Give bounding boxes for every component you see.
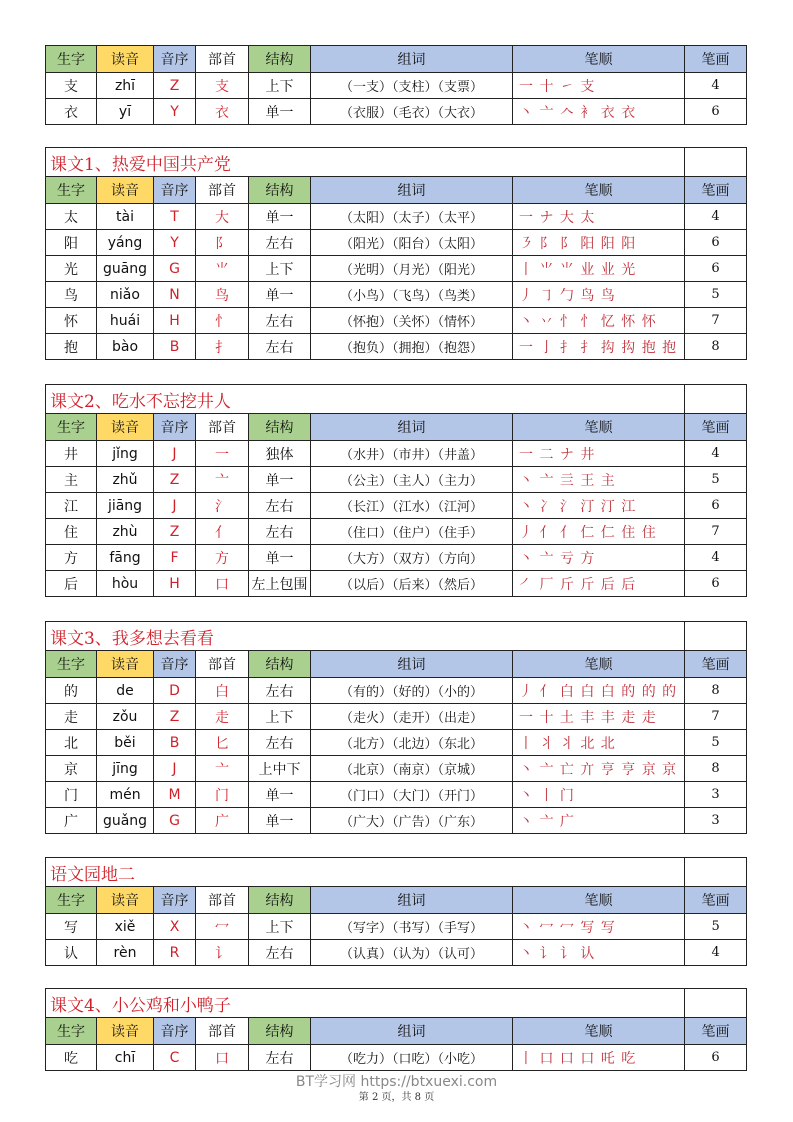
header-stroke-order: 笔顺 (513, 46, 685, 73)
radical-cell: 扌 (196, 334, 249, 360)
radical-cell: 口 (196, 1045, 249, 1071)
table-row (46, 99, 747, 125)
stroke-count-cell: 8 (685, 334, 747, 360)
stroke-order-cell: 一 亅 扌 扌 抅 抅 抱 抱 (513, 334, 685, 360)
word-groups-cell: （衣服）（毛衣）（大衣） (311, 99, 513, 125)
structure-cell: 上中下 (249, 756, 311, 782)
header-character: 生字 (46, 1018, 97, 1045)
header-character: 生字 (46, 46, 97, 73)
table-row (46, 334, 747, 360)
stroke-order-cell: 丶 冫 氵 汀 汀 江 (513, 493, 685, 519)
stroke-count-cell: 8 (685, 678, 747, 704)
pinyin-cell: zǒu (97, 704, 154, 730)
word-groups-cell: （走火）（走开）（出走） (311, 704, 513, 730)
header-pinyin: 读音 (97, 887, 154, 914)
pinyin-cell: fāng (97, 545, 154, 571)
structure-cell: 左右 (249, 493, 311, 519)
page-number: 第 2 页，共 8 页 (358, 1092, 435, 1103)
table-row (46, 519, 747, 545)
stroke-count-cell: 4 (685, 940, 747, 966)
structure-cell: 上下 (249, 914, 311, 940)
character-table (45, 857, 747, 966)
pinyin-cell: zhù (97, 519, 154, 545)
table-row (46, 256, 747, 282)
initial-cell: M (154, 782, 196, 808)
initial-cell: G (154, 256, 196, 282)
header-initial: 音序 (154, 1018, 196, 1045)
header-pinyin: 读音 (97, 651, 154, 678)
word-groups-cell: （广大）（广告）（广东） (311, 808, 513, 834)
word-groups-cell: （长江）（江水）（江河） (311, 493, 513, 519)
stroke-order-cell: 丶 丷 忄 忄 忆 怀 怀 (513, 308, 685, 334)
word-groups-cell: （住口）（住户）（住手） (311, 519, 513, 545)
header-stroke-count: 笔画 (685, 414, 747, 441)
character-cell: 太 (46, 204, 97, 230)
character-cell: 抱 (46, 334, 97, 360)
stroke-order-cell: 丶 丨 门 (513, 782, 685, 808)
radical-cell: 门 (196, 782, 249, 808)
header-radical: 部首 (196, 414, 249, 441)
word-groups-cell: （大方）（双方）（方向） (311, 545, 513, 571)
character-cell: 写 (46, 914, 97, 940)
header-radical: 部首 (196, 46, 249, 73)
structure-cell: 左右 (249, 1045, 311, 1071)
header-character: 生字 (46, 887, 97, 914)
character-cell: 江 (46, 493, 97, 519)
stroke-order-cell: 丨 丬 丬 北 北 (513, 730, 685, 756)
table-row (46, 204, 747, 230)
word-groups-cell: （水井）（市井）（井盖） (311, 441, 513, 467)
radical-cell: 方 (196, 545, 249, 571)
character-cell: 走 (46, 704, 97, 730)
character-cell: 吃 (46, 1045, 97, 1071)
header-initial: 音序 (154, 651, 196, 678)
radical-cell: 一 (196, 441, 249, 467)
header-initial: 音序 (154, 414, 196, 441)
header-radical: 部首 (196, 1018, 249, 1045)
radical-cell: 阝 (196, 230, 249, 256)
stroke-count-cell: 6 (685, 230, 747, 256)
table-row (46, 808, 747, 834)
pinyin-cell: de (97, 678, 154, 704)
structure-cell: 上下 (249, 704, 311, 730)
blank-cell (685, 148, 747, 177)
header-word-groups: 组词 (311, 46, 513, 73)
header-structure: 结构 (249, 414, 311, 441)
header-pinyin: 读音 (97, 46, 154, 73)
stroke-order-cell: 一 ナ 大 太 (513, 204, 685, 230)
table-row (46, 914, 747, 940)
pinyin-cell: xiě (97, 914, 154, 940)
blank-cell (685, 622, 747, 651)
stroke-count-cell: 6 (685, 571, 747, 597)
initial-cell: R (154, 940, 196, 966)
character-cell: 阳 (46, 230, 97, 256)
header-structure: 结构 (249, 1018, 311, 1045)
stroke-count-cell: 6 (685, 99, 747, 125)
pinyin-cell: mén (97, 782, 154, 808)
word-groups-cell: （以后）（后来）（然后） (311, 571, 513, 597)
table-row (46, 230, 747, 256)
word-groups-cell: （门口）（大门）（开门） (311, 782, 513, 808)
header-stroke-order: 笔顺 (513, 651, 685, 678)
header-structure: 结构 (249, 46, 311, 73)
initial-cell: J (154, 441, 196, 467)
structure-cell: 左右 (249, 678, 311, 704)
stroke-order-cell: 丶 亠 亖 王 主 (513, 467, 685, 493)
header-stroke-order: 笔顺 (513, 414, 685, 441)
initial-cell: Z (154, 73, 196, 99)
structure-cell: 左右 (249, 334, 311, 360)
initial-cell: Y (154, 230, 196, 256)
stroke-order-cell: ㇋ 阝 阝 阳 阳 阳 (513, 230, 685, 256)
radical-cell: 白 (196, 678, 249, 704)
radical-cell: 氵 (196, 493, 249, 519)
character-table (45, 384, 747, 597)
stroke-order-cell: 丿 ㇆ 勹 鸟 鸟 (513, 282, 685, 308)
stroke-order-cell: 丨 ⺌ ⺌ 业 业 光 (513, 256, 685, 282)
radical-cell: 大 (196, 204, 249, 230)
structure-cell: 左右 (249, 519, 311, 545)
character-cell: 怀 (46, 308, 97, 334)
initial-cell: J (154, 493, 196, 519)
header-row (46, 414, 747, 441)
header-row (46, 1018, 747, 1045)
header-character: 生字 (46, 177, 97, 204)
stroke-order-cell: 丨 口 口 口 吒 吃 (513, 1045, 685, 1071)
header-radical: 部首 (196, 177, 249, 204)
header-initial: 音序 (154, 177, 196, 204)
stroke-count-cell: 7 (685, 308, 747, 334)
character-table (45, 147, 747, 360)
radical-cell: 讠 (196, 940, 249, 966)
pinyin-cell: chī (97, 1045, 154, 1071)
radical-cell: 忄 (196, 308, 249, 334)
initial-cell: Y (154, 99, 196, 125)
character-cell: 主 (46, 467, 97, 493)
word-groups-cell: （太阳）（太子）（太平） (311, 204, 513, 230)
word-groups-cell: （抱负）（拥抱）（抱怨） (311, 334, 513, 360)
blank-cell (685, 989, 747, 1018)
header-structure: 结构 (249, 651, 311, 678)
lesson-title: 课文2、吃水不忘挖井人 (46, 385, 685, 414)
stroke-count-cell: 6 (685, 256, 747, 282)
character-cell: 井 (46, 441, 97, 467)
word-groups-cell: （公主）（主人）（主力） (311, 467, 513, 493)
radical-cell: 鸟 (196, 282, 249, 308)
lesson-title: 课文3、我多想去看看 (46, 622, 685, 651)
stroke-order-cell: 丶 亠 𠆢 衤 衣 衣 (513, 99, 685, 125)
structure-cell: 单一 (249, 467, 311, 493)
structure-cell: 单一 (249, 99, 311, 125)
initial-cell: B (154, 730, 196, 756)
stroke-order-cell: 一 十 ㇀ 支 (513, 73, 685, 99)
stroke-count-cell: 4 (685, 204, 747, 230)
radical-cell: 亻 (196, 519, 249, 545)
character-cell: 京 (46, 756, 97, 782)
stroke-order-cell: 丶 冖 冖 写 写 (513, 914, 685, 940)
stroke-count-cell: 6 (685, 1045, 747, 1071)
word-groups-cell: （小鸟）（飞鸟）（鸟类） (311, 282, 513, 308)
lesson-title: 课文4、小公鸡和小鸭子 (46, 989, 685, 1018)
header-word-groups: 组词 (311, 1018, 513, 1045)
stroke-count-cell: 5 (685, 914, 747, 940)
stroke-order-cell: 丶 亠 广 (513, 808, 685, 834)
word-groups-cell: （光明）（月光）（阳光） (311, 256, 513, 282)
table-row (46, 493, 747, 519)
initial-cell: F (154, 545, 196, 571)
lesson-title: 语文园地二 (46, 858, 685, 887)
table-row (46, 940, 747, 966)
stroke-order-cell: 丶 亠 亏 方 (513, 545, 685, 571)
table-row (46, 467, 747, 493)
initial-cell: J (154, 756, 196, 782)
stroke-order-cell: 丿 亻 白 白 白 的 的 的 (513, 678, 685, 704)
stroke-order-cell: 丿 亻 亻 仁 仁 住 住 (513, 519, 685, 545)
header-stroke-count: 笔画 (685, 46, 747, 73)
header-pinyin: 读音 (97, 177, 154, 204)
stroke-order-cell: 一 二 ナ 井 (513, 441, 685, 467)
header-row (46, 46, 747, 73)
pinyin-cell: tài (97, 204, 154, 230)
header-initial: 音序 (154, 46, 196, 73)
word-groups-cell: （北方）（北边）（东北） (311, 730, 513, 756)
header-word-groups: 组词 (311, 414, 513, 441)
header-word-groups: 组词 (311, 177, 513, 204)
radical-cell: 亠 (196, 467, 249, 493)
header-stroke-count: 笔画 (685, 887, 747, 914)
structure-cell: 单一 (249, 782, 311, 808)
character-cell: 支 (46, 73, 97, 99)
initial-cell: Z (154, 519, 196, 545)
initial-cell: D (154, 678, 196, 704)
header-initial: 音序 (154, 887, 196, 914)
header-row (46, 887, 747, 914)
pinyin-cell: huái (97, 308, 154, 334)
stroke-count-cell: 7 (685, 519, 747, 545)
structure-cell: 左右 (249, 230, 311, 256)
header-character: 生字 (46, 651, 97, 678)
pinyin-cell: yáng (97, 230, 154, 256)
header-row (46, 177, 747, 204)
table-row (46, 308, 747, 334)
structure-cell: 左右 (249, 308, 311, 334)
stroke-count-cell: 4 (685, 545, 747, 571)
word-groups-cell: （有的）（好的）（小的） (311, 678, 513, 704)
watermark: BT学习网 https://btxuexi.com (295, 1074, 498, 1090)
structure-cell: 左右 (249, 730, 311, 756)
pinyin-cell: guǎng (97, 808, 154, 834)
stroke-count-cell: 4 (685, 441, 747, 467)
radical-cell: 走 (196, 704, 249, 730)
radical-cell: 匕 (196, 730, 249, 756)
header-word-groups: 组词 (311, 651, 513, 678)
table-row (46, 282, 747, 308)
table-row (46, 782, 747, 808)
character-cell: 光 (46, 256, 97, 282)
structure-cell: 左上包围 (249, 571, 311, 597)
radical-cell: 衣 (196, 99, 249, 125)
table-row (46, 730, 747, 756)
character-table (45, 45, 747, 125)
blank-cell (685, 385, 747, 414)
header-stroke-order: 笔顺 (513, 887, 685, 914)
stroke-count-cell: 3 (685, 808, 747, 834)
pinyin-cell: niǎo (97, 282, 154, 308)
structure-cell: 左右 (249, 940, 311, 966)
header-stroke-order: 笔顺 (513, 177, 685, 204)
header-stroke-order: 笔顺 (513, 1018, 685, 1045)
header-radical: 部首 (196, 887, 249, 914)
header-row (46, 651, 747, 678)
character-cell: 鸟 (46, 282, 97, 308)
word-groups-cell: （怀抱）（关怀）（情怀） (311, 308, 513, 334)
table-row (46, 1045, 747, 1071)
character-table (45, 988, 747, 1071)
word-groups-cell: （北京）（南京）（京城） (311, 756, 513, 782)
radical-cell: ⺌ (196, 256, 249, 282)
pinyin-cell: yī (97, 99, 154, 125)
stroke-count-cell: 3 (685, 782, 747, 808)
initial-cell: G (154, 808, 196, 834)
header-stroke-count: 笔画 (685, 177, 747, 204)
table-row (46, 545, 747, 571)
radical-cell: 口 (196, 571, 249, 597)
structure-cell: 上下 (249, 256, 311, 282)
character-cell: 的 (46, 678, 97, 704)
radical-cell: 支 (196, 73, 249, 99)
initial-cell: N (154, 282, 196, 308)
character-cell: 认 (46, 940, 97, 966)
header-stroke-count: 笔画 (685, 1018, 747, 1045)
pinyin-cell: zhī (97, 73, 154, 99)
character-cell: 北 (46, 730, 97, 756)
stroke-order-cell: ㇒ 厂 斤 斤 后 后 (513, 571, 685, 597)
structure-cell: 单一 (249, 545, 311, 571)
table-row (46, 73, 747, 99)
stroke-count-cell: 5 (685, 467, 747, 493)
pinyin-cell: jīng (97, 756, 154, 782)
stroke-count-cell: 5 (685, 282, 747, 308)
initial-cell: Z (154, 467, 196, 493)
structure-cell: 独体 (249, 441, 311, 467)
initial-cell: C (154, 1045, 196, 1071)
pinyin-cell: rèn (97, 940, 154, 966)
character-cell: 住 (46, 519, 97, 545)
structure-cell: 单一 (249, 808, 311, 834)
initial-cell: B (154, 334, 196, 360)
structure-cell: 单一 (249, 204, 311, 230)
pinyin-cell: zhǔ (97, 467, 154, 493)
blank-cell (685, 858, 747, 887)
stroke-order-cell: 丶 讠 讠 认 (513, 940, 685, 966)
table-row (46, 756, 747, 782)
structure-cell: 上下 (249, 73, 311, 99)
character-cell: 广 (46, 808, 97, 834)
initial-cell: H (154, 308, 196, 334)
stroke-count-cell: 5 (685, 730, 747, 756)
initial-cell: Z (154, 704, 196, 730)
word-groups-cell: （写字）（书写）（手写） (311, 914, 513, 940)
header-structure: 结构 (249, 177, 311, 204)
character-cell: 方 (46, 545, 97, 571)
radical-cell: 广 (196, 808, 249, 834)
radical-cell: 亠 (196, 756, 249, 782)
stroke-count-cell: 6 (685, 493, 747, 519)
pinyin-cell: hòu (97, 571, 154, 597)
table-row (46, 571, 747, 597)
radical-cell: 冖 (196, 914, 249, 940)
lesson-title: 课文1、热爱中国共产党 (46, 148, 685, 177)
header-structure: 结构 (249, 887, 311, 914)
character-cell: 后 (46, 571, 97, 597)
header-word-groups: 组词 (311, 887, 513, 914)
pinyin-cell: běi (97, 730, 154, 756)
word-groups-cell: （认真）（认为）（认可） (311, 940, 513, 966)
pinyin-cell: jiāng (97, 493, 154, 519)
initial-cell: T (154, 204, 196, 230)
character-cell: 衣 (46, 99, 97, 125)
table-row (46, 441, 747, 467)
table-row (46, 678, 747, 704)
structure-cell: 单一 (249, 282, 311, 308)
stroke-order-cell: 丶 亠 亡 亣 亨 亨 京 京 (513, 756, 685, 782)
word-groups-cell: （吃力）（口吃）（小吃） (311, 1045, 513, 1071)
header-stroke-count: 笔画 (685, 651, 747, 678)
character-cell: 门 (46, 782, 97, 808)
character-table (45, 621, 747, 834)
header-pinyin: 读音 (97, 1018, 154, 1045)
header-pinyin: 读音 (97, 414, 154, 441)
stroke-order-cell: 一 十 土 丰 丰 走 走 (513, 704, 685, 730)
stroke-count-cell: 7 (685, 704, 747, 730)
word-groups-cell: （阳光）（阳台）（太阳） (311, 230, 513, 256)
pinyin-cell: bào (97, 334, 154, 360)
header-radical: 部首 (196, 651, 249, 678)
initial-cell: H (154, 571, 196, 597)
stroke-count-cell: 8 (685, 756, 747, 782)
stroke-count-cell: 4 (685, 73, 747, 99)
initial-cell: X (154, 914, 196, 940)
pinyin-cell: jǐng (97, 441, 154, 467)
pinyin-cell: guāng (97, 256, 154, 282)
header-character: 生字 (46, 414, 97, 441)
table-row (46, 704, 747, 730)
word-groups-cell: （一支）（支柱）（支票） (311, 73, 513, 99)
